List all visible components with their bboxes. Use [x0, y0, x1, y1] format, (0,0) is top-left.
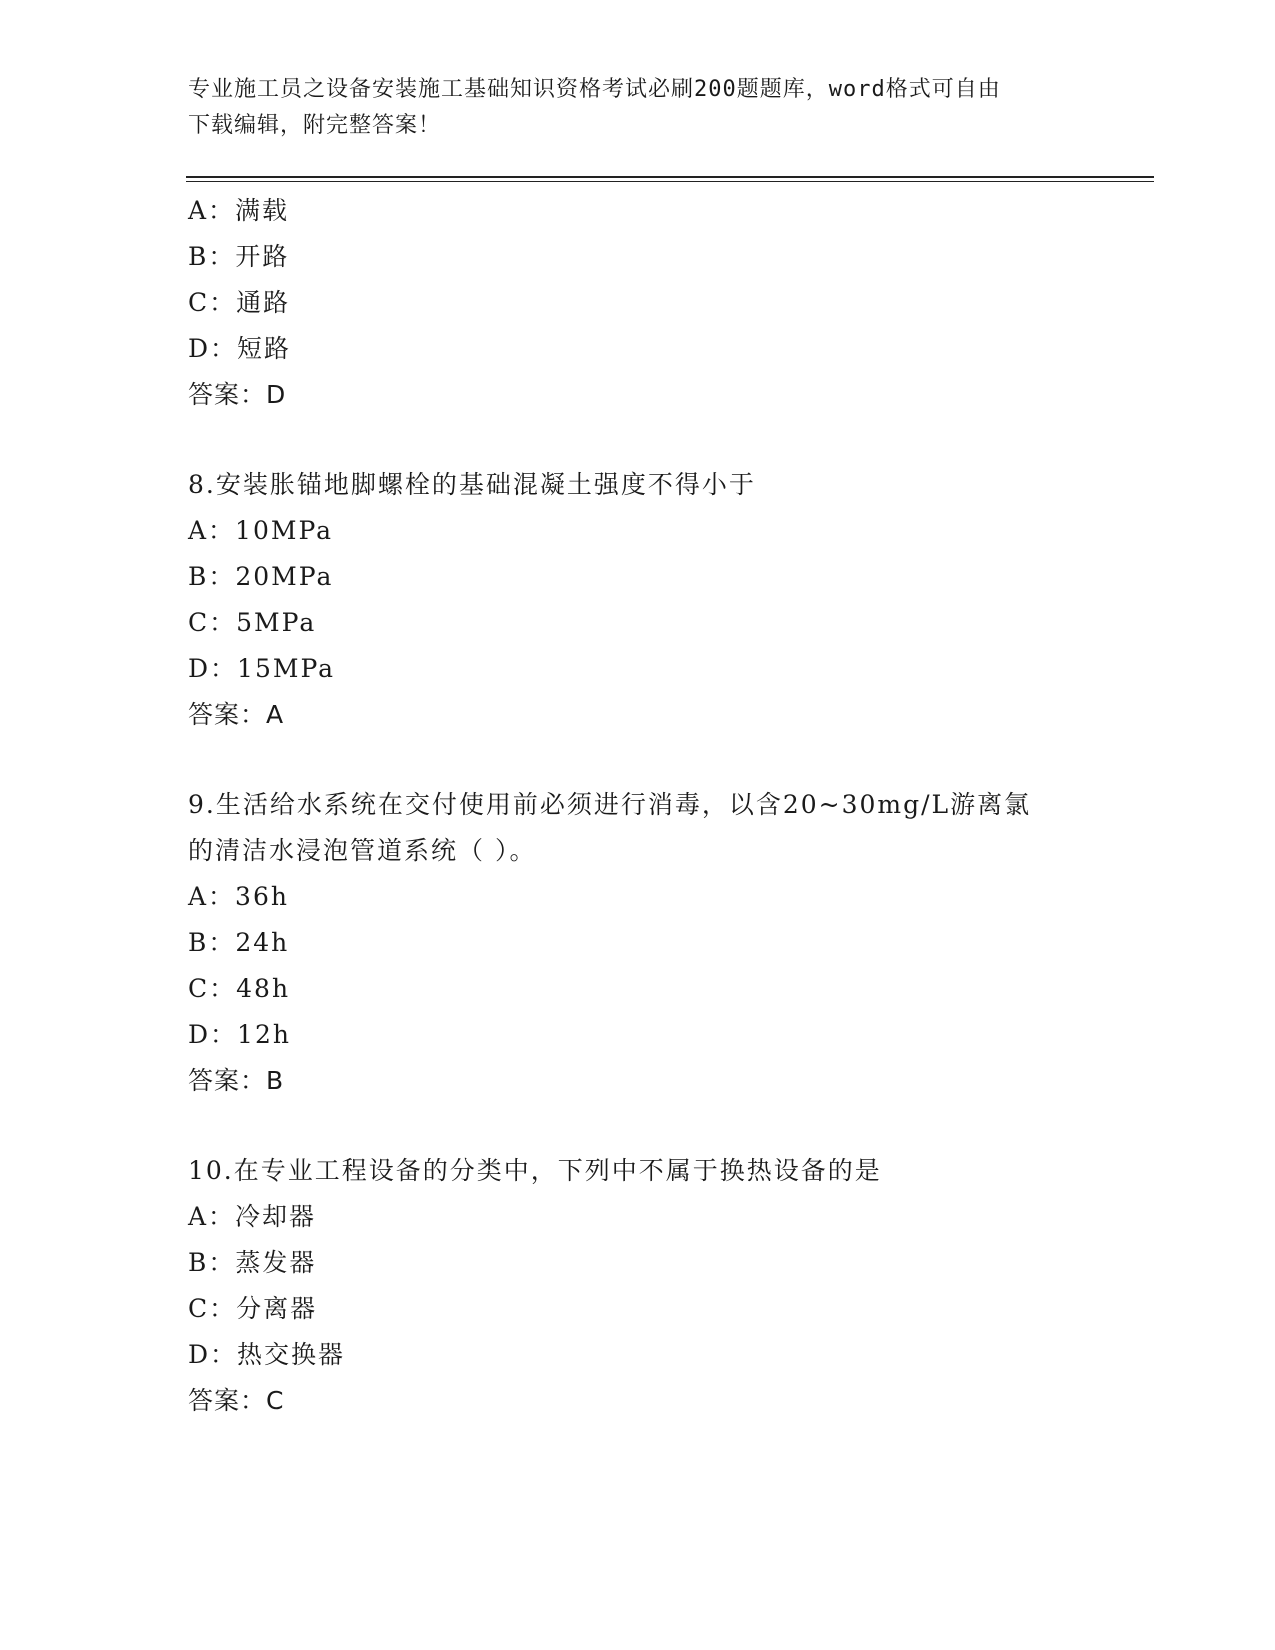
- option-b: B：蒸发器: [188, 1248, 317, 1277]
- answer-line: 答案：D: [188, 380, 287, 409]
- header-divider-thick: [186, 176, 1154, 178]
- header-line-1: 专业施工员之设备安装施工基础知识资格考试必刷200题题库，word格式可自由: [188, 77, 1001, 102]
- question-list: [188, 188, 1088, 1424]
- option-c: C：5MPa: [188, 608, 317, 637]
- option-a: A：冷却器: [188, 1202, 317, 1231]
- option-b: B：开路: [188, 242, 290, 271]
- header-divider-thin: [186, 181, 1154, 182]
- header-line-2: 下载编辑，附完整答案！: [188, 113, 442, 138]
- answer-line: 答案：C: [188, 1386, 285, 1415]
- option-d: D：热交换器: [188, 1340, 346, 1369]
- question-block-8: [188, 462, 1088, 738]
- option-c: C：48h: [188, 974, 291, 1003]
- option-d: D：15MPa: [188, 654, 336, 683]
- question-text: 8.安装胀锚地脚螺栓的基础混凝土强度不得小于: [188, 470, 756, 499]
- option-d: D：12h: [188, 1020, 291, 1049]
- document-header: [188, 72, 1088, 144]
- option-a: A：满载: [188, 196, 290, 225]
- option-c: C：通路: [188, 288, 291, 317]
- option-a: A：10MPa: [188, 516, 334, 545]
- question-block-10: [188, 1148, 1088, 1424]
- option-b: B：20MPa: [188, 562, 334, 591]
- question-text: 9.生活给水系统在交付使用前必须进行消毒，以含20~30mg/L游离氯: [188, 790, 1032, 819]
- question-block-9: [188, 782, 1088, 1104]
- answer-line: 答案：A: [188, 700, 285, 729]
- option-c: C：分离器: [188, 1294, 318, 1323]
- question-text: 10.在专业工程设备的分类中，下列中不属于换热设备的是: [188, 1156, 882, 1185]
- question-block-7: [188, 188, 1088, 418]
- answer-line: 答案：B: [188, 1066, 285, 1095]
- option-b: B：24h: [188, 928, 290, 957]
- option-d: D：短路: [188, 334, 292, 363]
- option-a: A：36h: [188, 882, 289, 911]
- question-text-continued: 的清洁水浸泡管道系统（ ）。: [188, 836, 537, 865]
